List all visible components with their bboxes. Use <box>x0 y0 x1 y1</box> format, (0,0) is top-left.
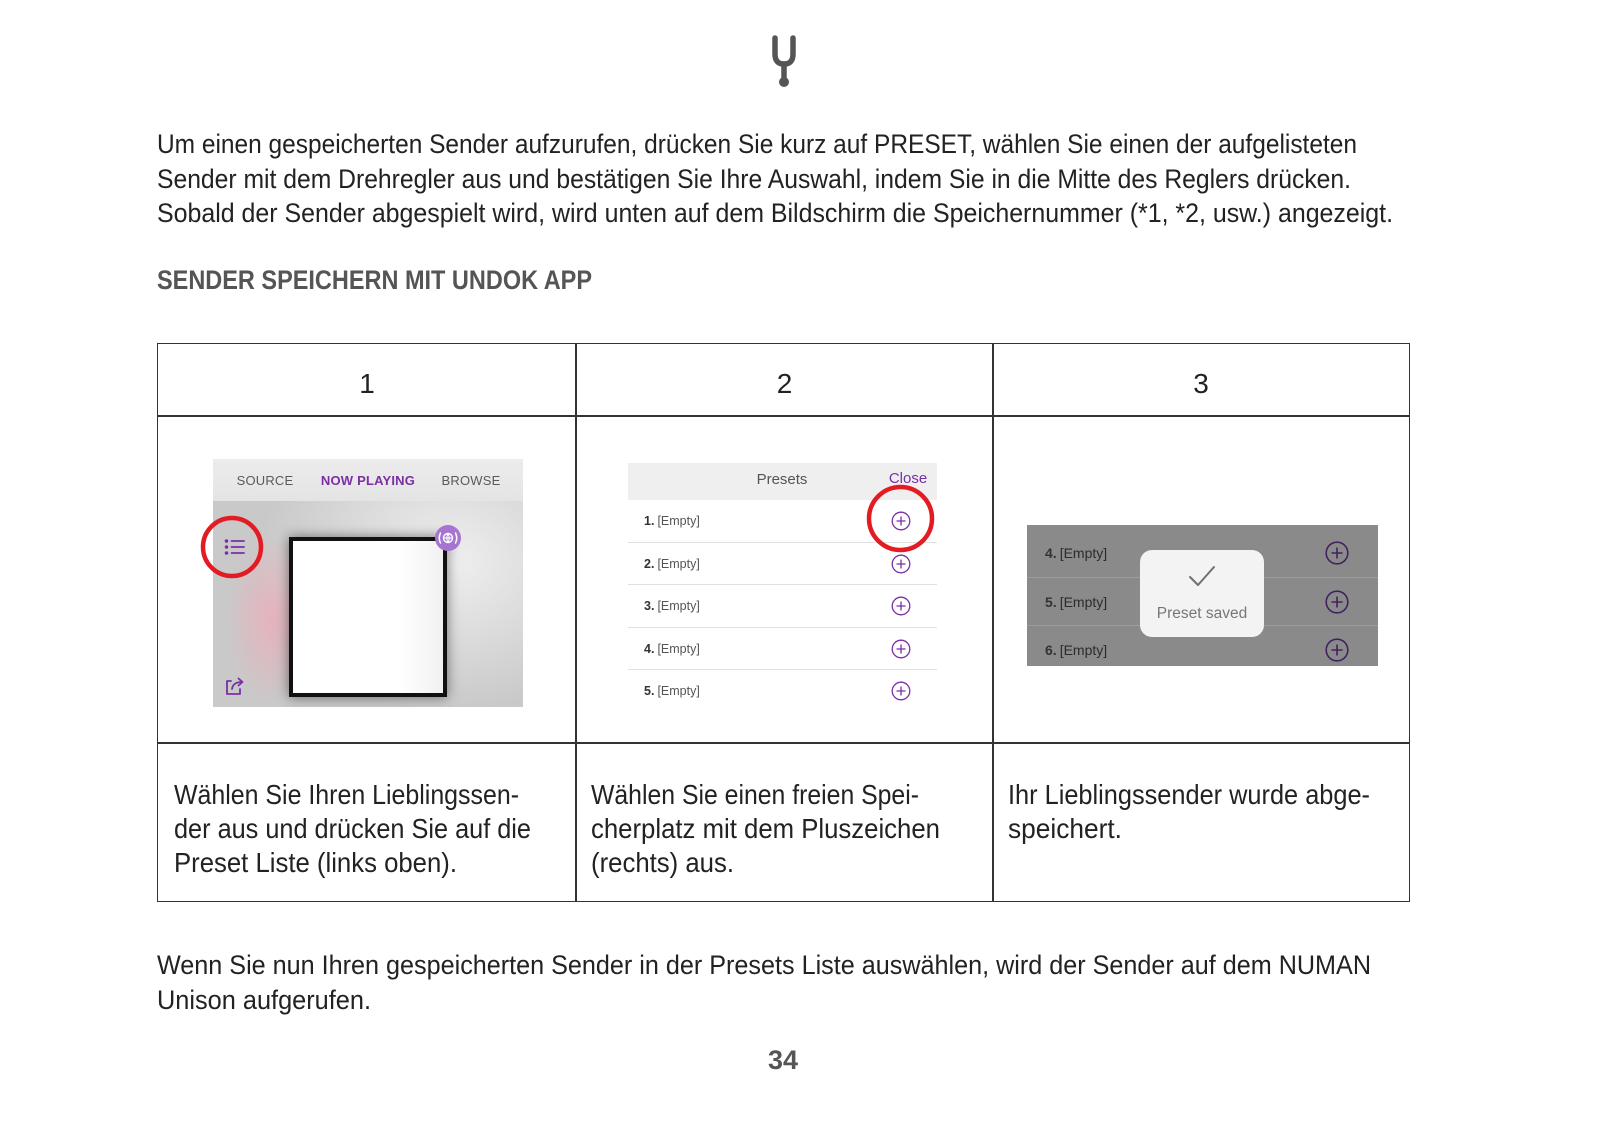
preset-saved-screenshot <box>1027 525 1378 666</box>
radio-globe-icon[interactable] <box>434 524 462 552</box>
preset-name: [Empty] <box>1059 545 1108 561</box>
preset-row[interactable] <box>628 542 937 584</box>
steps-table <box>157 343 1410 902</box>
preset-name: [Empty] <box>657 514 700 528</box>
preset-number: 5. <box>1045 594 1057 610</box>
checkmark-icon <box>1187 564 1217 588</box>
preset-name: [Empty] <box>1059 594 1108 610</box>
preset-name: [Empty] <box>657 641 700 656</box>
caption-line: Wählen Sie einen freien Spei- <box>591 779 919 810</box>
preset-name: [Empty] <box>657 683 700 698</box>
step-number: 3 <box>1193 368 1209 399</box>
tuning-fork-icon <box>768 34 800 90</box>
preset-number: 4. <box>1045 545 1057 561</box>
column-divider <box>575 344 577 901</box>
add-circle-icon[interactable] <box>1325 590 1349 614</box>
preset-row[interactable] <box>628 500 937 542</box>
tab-browse[interactable]: BROWSE <box>441 473 501 488</box>
presets-screenshot <box>628 463 937 711</box>
add-circle-icon[interactable] <box>1325 541 1349 565</box>
preset-row[interactable] <box>628 627 937 669</box>
tab-now-playing[interactable]: NOW PLAYING <box>320 473 416 488</box>
caption-line: speichert. <box>1008 813 1122 844</box>
intro-line: Sender mit dem Drehregler aus und bestätigen Sie Ihre Auswahl, indem Sie in die Mitte des Reglers drücken. <box>157 163 1351 194</box>
preset-row-label <box>644 670 700 711</box>
presets-title: Presets <box>756 471 808 488</box>
add-circle-icon[interactable] <box>891 596 911 616</box>
preset-number: 4. <box>644 641 655 656</box>
preset-row-label <box>1045 626 1107 666</box>
add-circle-icon[interactable] <box>891 511 911 531</box>
preset-row-label <box>644 585 700 627</box>
caption-line: Ihr Lieblingssender wurde abge- <box>1008 779 1370 810</box>
step-caption <box>1008 778 1408 846</box>
caption-line: Preset Liste (links oben). <box>174 847 457 878</box>
share-icon[interactable] <box>223 673 247 697</box>
outro-line: Unison aufgerufen. <box>157 984 371 1015</box>
add-circle-icon[interactable] <box>891 639 911 659</box>
caption-line: Wählen Sie Ihren Lieblingssen- <box>174 779 519 810</box>
column-divider <box>992 344 994 901</box>
caption-line: der aus und drücken Sie auf die <box>174 813 531 844</box>
step-caption <box>174 778 569 880</box>
row-divider <box>158 742 1409 744</box>
toast-text: Preset saved <box>1156 605 1248 622</box>
presets-header <box>628 463 937 500</box>
preset-row[interactable] <box>628 584 937 626</box>
step-number: 1 <box>359 368 375 399</box>
caption-line: (rechts) aus. <box>591 847 734 878</box>
intro-paragraph <box>157 127 1496 231</box>
page-number: 34 <box>767 1045 799 1075</box>
album-art <box>289 537 447 697</box>
preset-row[interactable] <box>628 669 937 711</box>
preset-number: 2. <box>644 557 655 572</box>
preset-name: [Empty] <box>1059 642 1108 658</box>
add-circle-icon[interactable] <box>1325 638 1349 662</box>
intro-line: Sobald der Sender abgespielt wird, wird unten auf dem Bildschirm die Speichernummer (*1, *2, usw.) angezeigt. <box>157 198 1393 228</box>
outro-paragraph <box>157 948 1459 1017</box>
caption-line: cherplatz mit dem Pluszeichen <box>591 813 940 844</box>
preset-row-label <box>644 628 700 670</box>
preset-number: 6. <box>1045 642 1057 658</box>
preset-row-label <box>644 500 700 542</box>
outro-line: Wenn Sie nun Ihren gespeicherten Sender in der Presets Liste auswählen, wird der Sender auf dem NUMAN <box>157 950 1371 980</box>
preset-name: [Empty] <box>657 557 700 572</box>
preset-name: [Empty] <box>657 599 700 614</box>
preset-number: 5. <box>644 683 655 698</box>
preset-row-label <box>644 543 700 585</box>
preset-saved-toast <box>1140 550 1264 637</box>
top-tab-bar <box>213 459 523 501</box>
preset-number: 1. <box>644 514 655 528</box>
step-number: 2 <box>776 368 793 399</box>
close-button[interactable]: Close <box>888 470 928 487</box>
add-circle-icon[interactable] <box>891 554 911 574</box>
preset-row-label <box>1045 578 1107 626</box>
preset-number: 3. <box>644 599 655 614</box>
section-heading: SENDER SPEICHERN MIT UNDOK APP <box>157 265 592 295</box>
preset-list-icon[interactable] <box>224 538 246 556</box>
now-playing-screenshot <box>213 459 523 707</box>
step-caption <box>591 778 971 880</box>
preset-row-label <box>1045 529 1107 577</box>
tab-source[interactable]: SOURCE <box>236 473 294 488</box>
intro-line: Um einen gespeicherten Sender aufzurufen, drücken Sie kurz auf PRESET, wählen Sie einen der aufgelisteten <box>157 129 1357 159</box>
add-circle-icon[interactable] <box>891 681 911 701</box>
